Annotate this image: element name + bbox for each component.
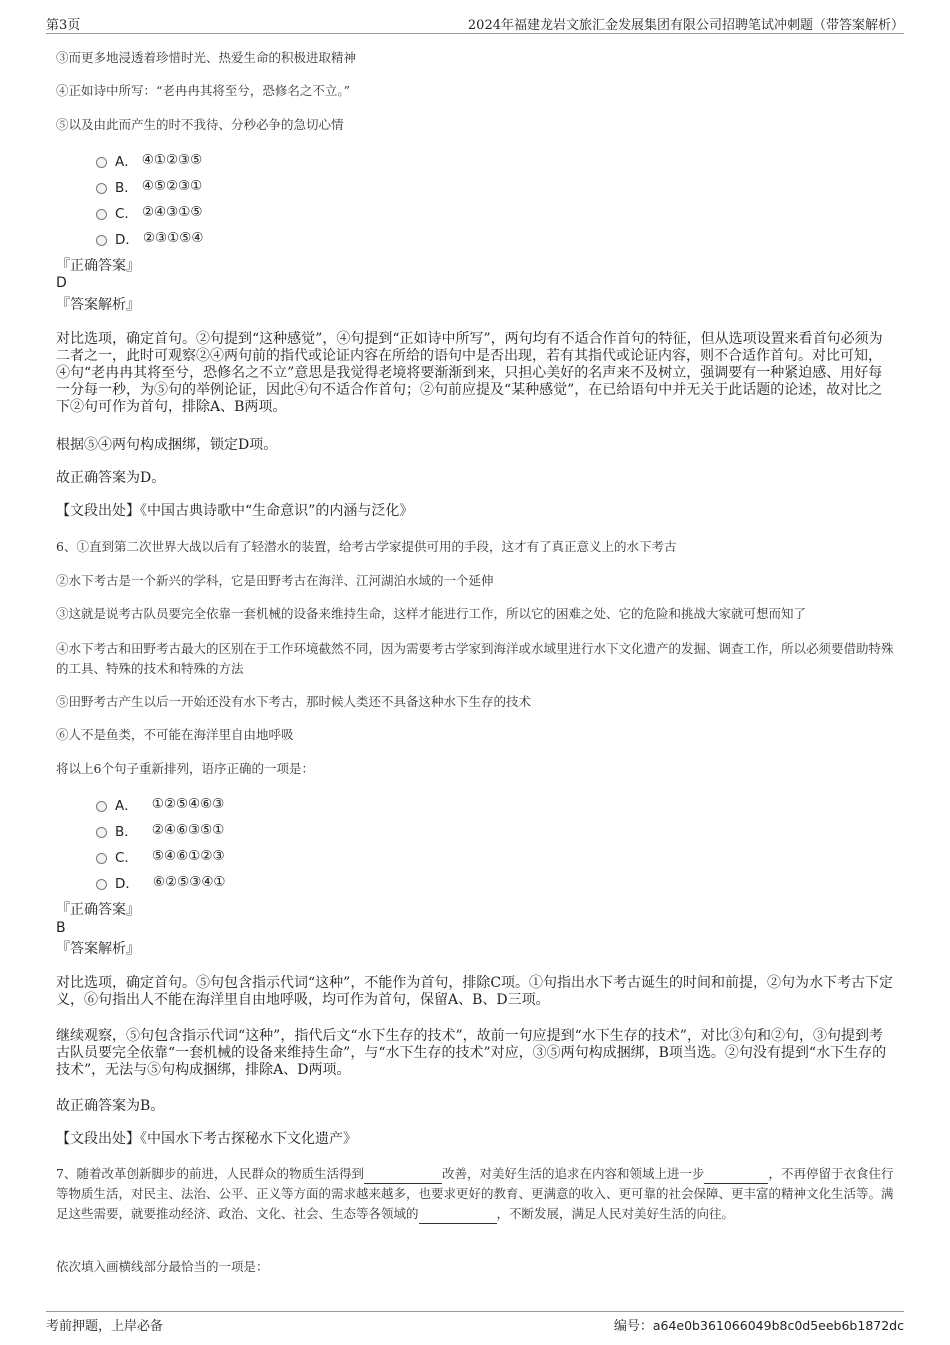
q5-option-d[interactable]: D． ②③①⑤④	[96, 228, 203, 248]
radio-icon[interactable]	[96, 801, 107, 812]
page-number: 第3页	[46, 18, 81, 33]
radio-icon[interactable]	[96, 183, 107, 194]
radio-icon[interactable]	[96, 235, 107, 246]
footer-code: 编号：a64e0b361066049b8c0d5eeb6b1872dc	[613, 1318, 904, 1334]
q5-answer-label: 『正确答案』	[56, 258, 140, 274]
q6-prompt: 将以上6个句子重新排列，语序正确的一项是：	[56, 761, 314, 776]
q5-option-b[interactable]: B． ④⑤②③①	[96, 176, 202, 196]
q6-option-a[interactable]: A． ①②⑤④⑥③	[96, 794, 224, 814]
q5-item-4: ④正如诗中所写：“老冉冉其将至兮，恐修名之不立。”	[56, 83, 351, 98]
fill-blank-3[interactable]	[419, 1209, 497, 1224]
q6-answer-label: 『正确答案』	[56, 902, 140, 918]
q6-option-b[interactable]: B． ②④⑥③⑤①	[96, 820, 224, 840]
q5-answer: D	[56, 275, 67, 291]
q5-option-c[interactable]: C． ②④③①⑤	[96, 202, 202, 222]
page-footer	[46, 1311, 904, 1335]
q5-analysis-para-3: 故正确答案为D。	[56, 470, 166, 486]
q7-prompt: 依次填入画横线部分最恰当的一项是：	[56, 1259, 269, 1274]
q6-item-1: 6、①直到第二次世界大战以后有了轻潜水的装置，给考古学家提供可用的手段，这才有了真正意义上的水下考古	[56, 539, 677, 554]
radio-icon[interactable]	[96, 853, 107, 864]
q6-option-d[interactable]: D． ⑥②⑤③④①	[96, 872, 226, 892]
q5-item-3: ③而更多地浸透着珍惜时光、热爱生命的积极进取精神	[56, 50, 357, 65]
q6-option-c[interactable]: C． ⑤④⑥①②③	[96, 846, 225, 866]
q5-option-a[interactable]: A． ④①②③⑤	[96, 150, 202, 170]
radio-icon[interactable]	[96, 209, 107, 220]
q5-source: 【文段出处】《中国古典诗歌中“生命意识”的内涵与泛化》	[56, 503, 414, 519]
q7-stem: 7、随着改革创新脚步的前进，人民群众的物质生活得到 改善，对美好生活的追求在内容和领域上进一步 ，不再停留于衣食住行等物质生活，对民主、法治、公平、正义等方面的需求越来越多，也要求更好的教育、更满意的收入、更可靠的社会保障、更丰富的精神文化生活等。满足这些需要，就要推动经济、政治、文化、社会、生态等各领域的 ，不断发展，满足人民对美好生活的向往。	[56, 1164, 894, 1224]
q6-analysis-label: 『答案解析』	[56, 941, 140, 957]
q6-source: 【文段出处】《中国水下考古探秘水下文化遗产》	[56, 1131, 357, 1147]
fill-blank-1[interactable]	[364, 1169, 442, 1184]
q6-item-4: ④水下考古和田野考古最大的区别在于工作环境截然不同，因为需要考古学家到海洋或水域里进行水下文化遗产的发掘、调查工作，所以必须要借助特殊的工具、特殊的技术和特殊的方法	[56, 641, 894, 676]
footer-slogan: 考前押题，上岸必备	[46, 1319, 164, 1334]
q6-analysis-para-3: 故正确答案为B。	[56, 1098, 165, 1114]
q6-answer: B	[56, 920, 66, 936]
q5-analysis-label: 『答案解析』	[56, 297, 140, 313]
q6-item-6: ⑥人不是鱼类，不可能在海洋里自由地呼吸	[56, 727, 294, 742]
q6-item-5: ⑤田野考古产生以后一开始还没有水下考古，那时候人类还不具备这种水下生存的技术	[56, 694, 532, 709]
q6-item-3: ③这就是说考古队员要完全依靠一套机械的设备来维持生命，这样才能进行工作，所以它的困难之处、它的危险和挑战大家就可想而知了	[56, 606, 807, 621]
q5-analysis-para-1: 对比选项，确定首句。②句提到“这种感觉”，④句提到“正如诗中所写”，两句均有不适合作首句的特征，但从选项设置来看首句必须为二者之一，此时可观察②④两句前的指代或论证内容在所给的语句中是否出现，若有其指代或论证内容，则不合适作首句。对比可知，④句“老冉冉其将至兮，恐修名之不立”意思是我觉得老境将要渐渐到来，只担心美好的名声来不及树立，强调要有一种紧迫感、用好每一分每一秒，为⑤句的举例论证，因此④句不适合作首句；②句前应提及“某种感觉”，在已给语句中并无关于此话题的论述，故对比之下②句可作为首句，排除A、B两项。	[56, 331, 883, 415]
q5-analysis-para-2: 根据⑤④两句构成捆绑，锁定D项。	[56, 437, 278, 453]
radio-icon[interactable]	[96, 827, 107, 838]
q6-analysis-para-1: 对比选项，确定首句。⑤句包含指示代词“这种”，不能作为首句，排除C项。①句指出水下考古诞生的时间和前提，②句为水下考古下定义，⑥句指出人不能在海洋里自由地呼吸，均可作为首句，保留A、B、D三项。	[56, 975, 894, 1008]
radio-icon[interactable]	[96, 879, 107, 890]
q5-item-5: ⑤以及由此而产生的时不我待、分秒必争的急切心情	[56, 117, 344, 132]
document-title: 2024年福建龙岩文旅汇金发展集团有限公司招聘笔试冲刺题（带答案解析）	[467, 18, 904, 33]
fill-blank-2[interactable]	[704, 1169, 768, 1184]
q6-analysis-para-2: 继续观察，⑤句包含指示代词“这种”，指代后文“水下生存的技术”，故前一句应提到“水下生存的技术”，对比③句和②句，③句提到考古队员要完全依靠“一套机械的设备来维持生命”，与“水下生存的技术”对应，③⑤两句构成捆绑，B项当选。②句没有提到“水下生存的技术”，无法与⑤句构成捆绑，排除A、D两项。	[56, 1028, 887, 1078]
q6-item-2: ②水下考古是一个新兴的学科，它是田野考古在海洋、江河湖泊水域的一个延伸	[56, 573, 494, 588]
page-header	[46, 13, 904, 34]
radio-icon[interactable]	[96, 157, 107, 168]
